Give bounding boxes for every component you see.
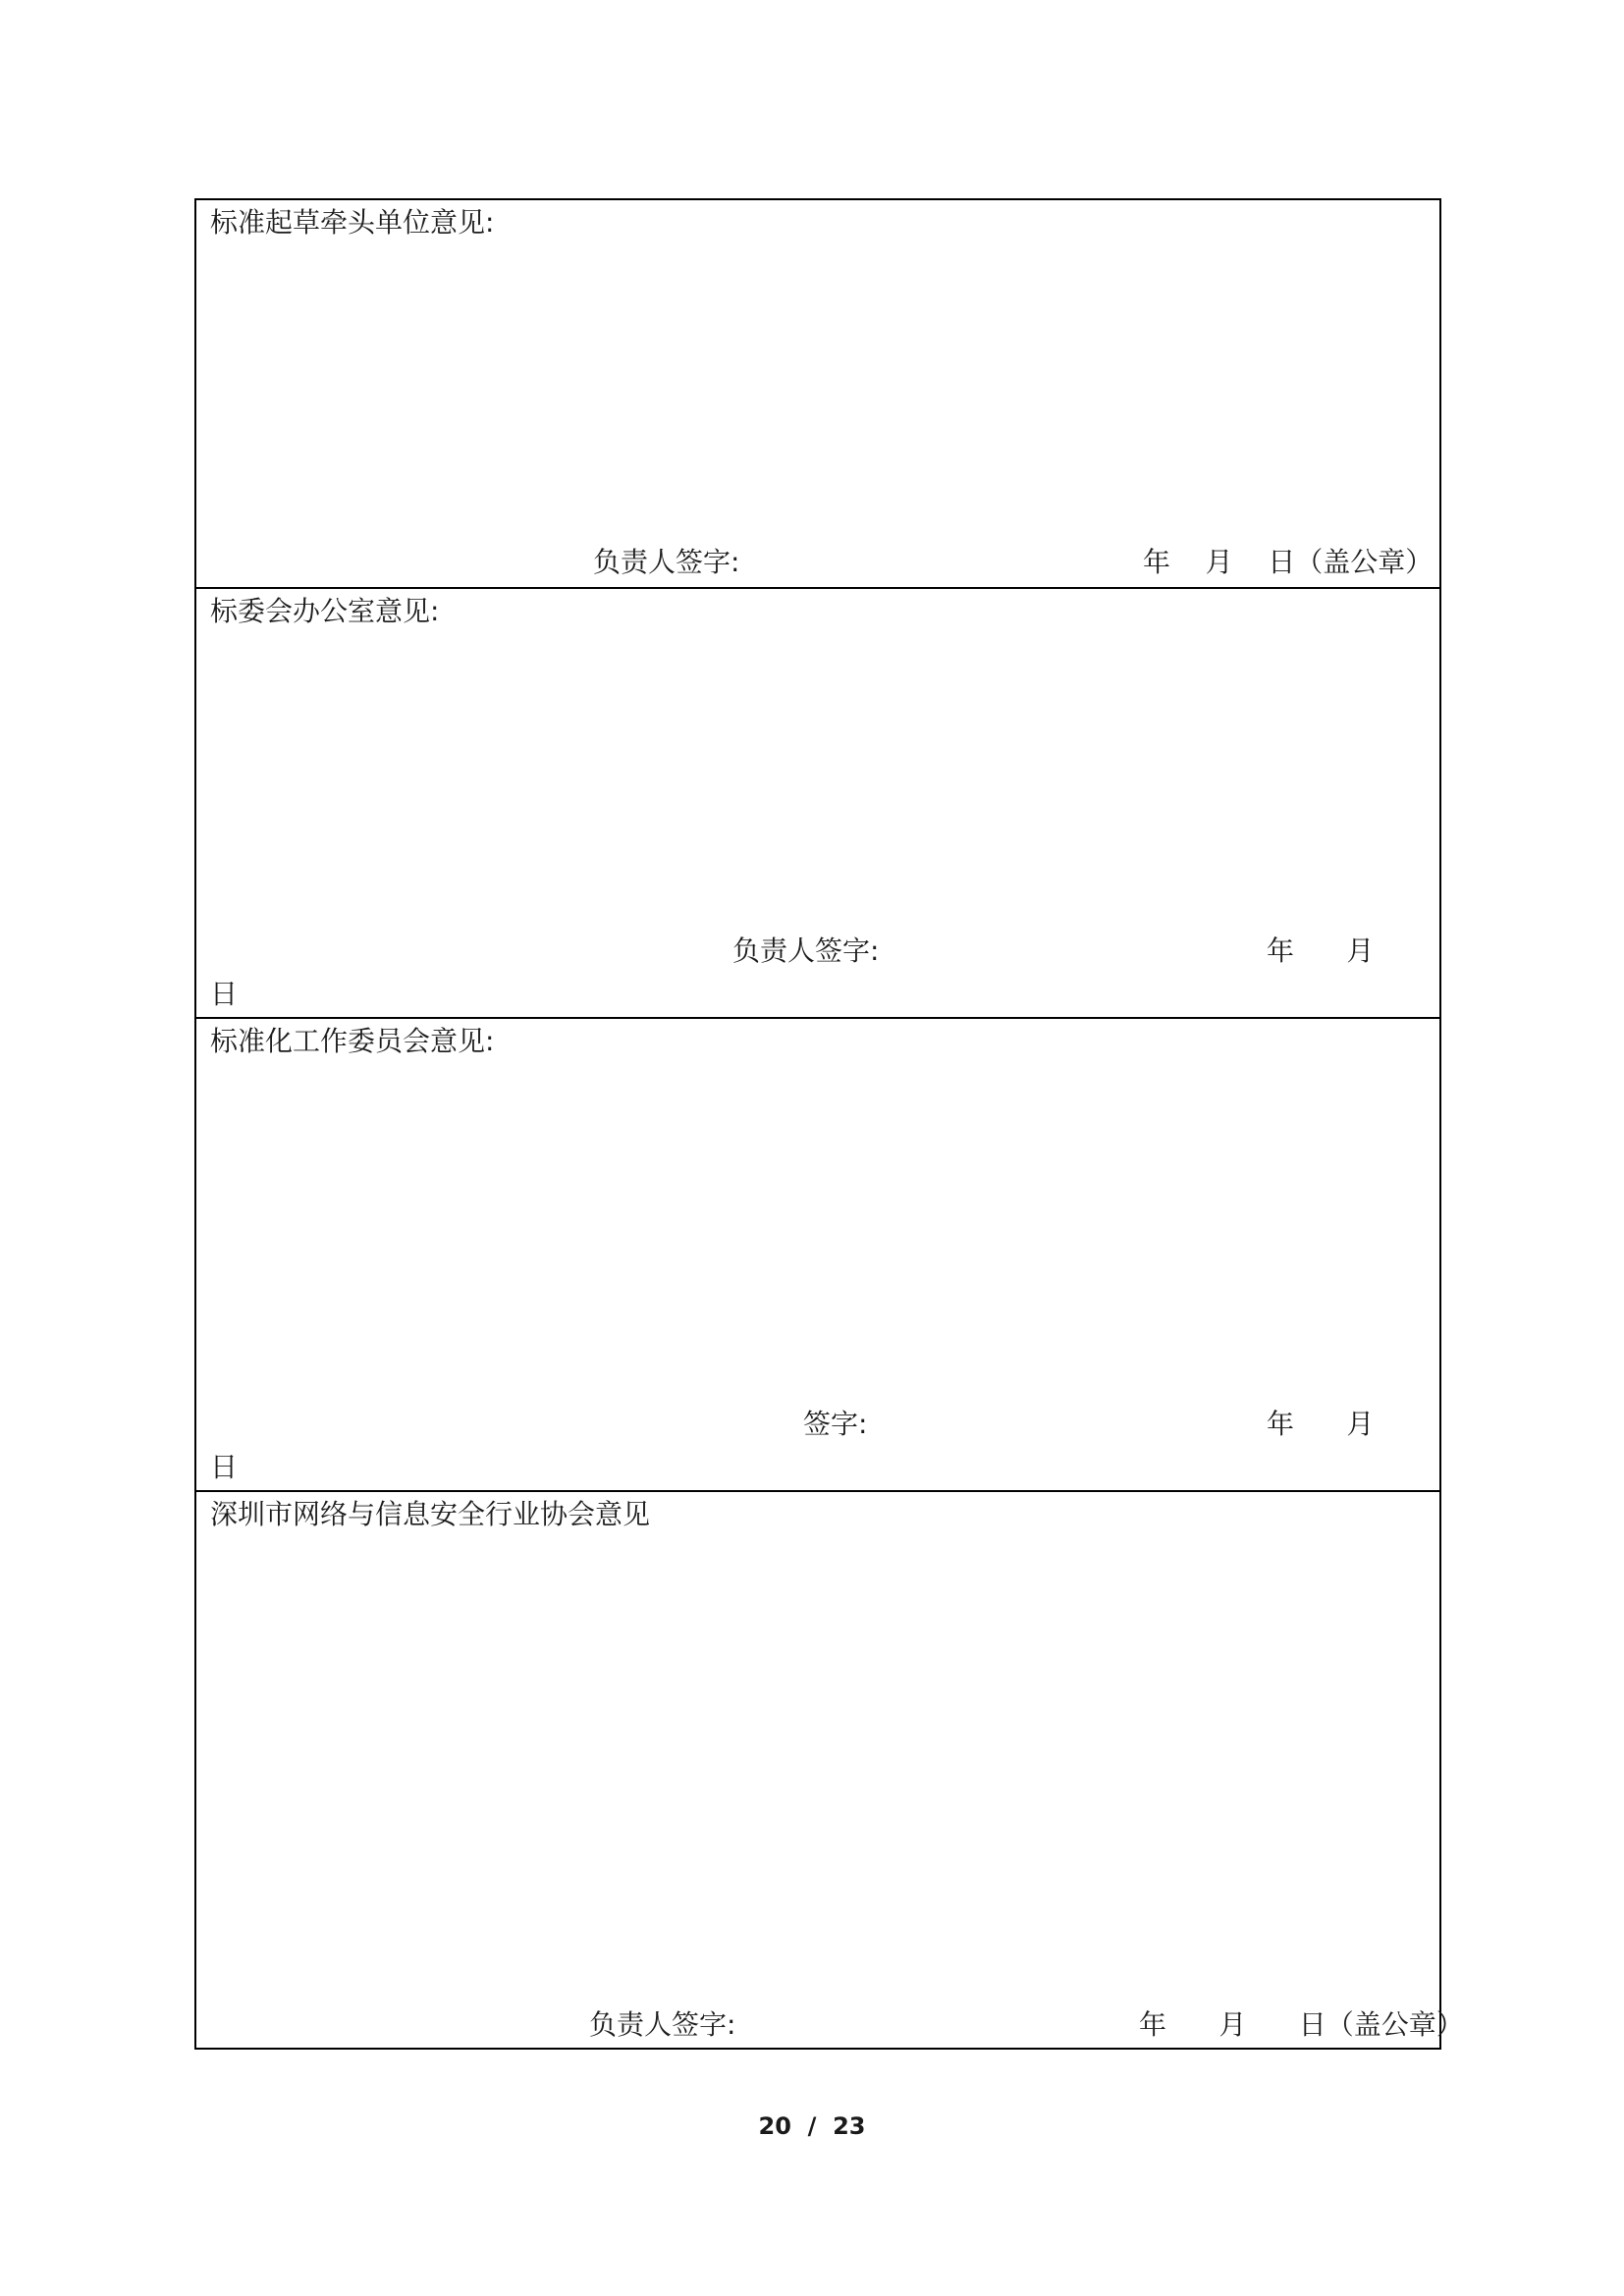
signature-label: 负责人签字: xyxy=(589,2008,736,2041)
drafting-unit-opinion-section xyxy=(196,200,1439,587)
date-text: 年 月 xyxy=(1267,1408,1375,1440)
day-text: 日 xyxy=(210,978,239,1010)
signature-label: 负责人签字: xyxy=(732,934,880,967)
signature-label: 签字: xyxy=(803,1408,868,1440)
approval-form-table xyxy=(194,198,1464,2050)
date-text: 年 月 xyxy=(1267,934,1375,967)
section-label: 深圳市网络与信息安全行业协会意见 xyxy=(210,1498,651,1530)
day-text: 日 xyxy=(210,1451,239,1483)
standardization-committee-opinion-section xyxy=(196,1017,1439,1490)
section-label: 标委会办公室意见: xyxy=(210,595,440,627)
page-number: 20 / 23 xyxy=(758,2112,866,2140)
date-text: 年 月 日（盖公章） xyxy=(1139,2008,1464,2041)
committee-office-opinion-section xyxy=(196,587,1439,1017)
date-text: 年 月 日（盖公章） xyxy=(1143,546,1434,578)
association-opinion-section xyxy=(196,1490,1464,2048)
section-label: 标准化工作委员会意见: xyxy=(210,1025,495,1057)
section-label: 标准起草牵头单位意见: xyxy=(210,206,495,239)
signature-label: 负责人签字: xyxy=(593,546,740,578)
